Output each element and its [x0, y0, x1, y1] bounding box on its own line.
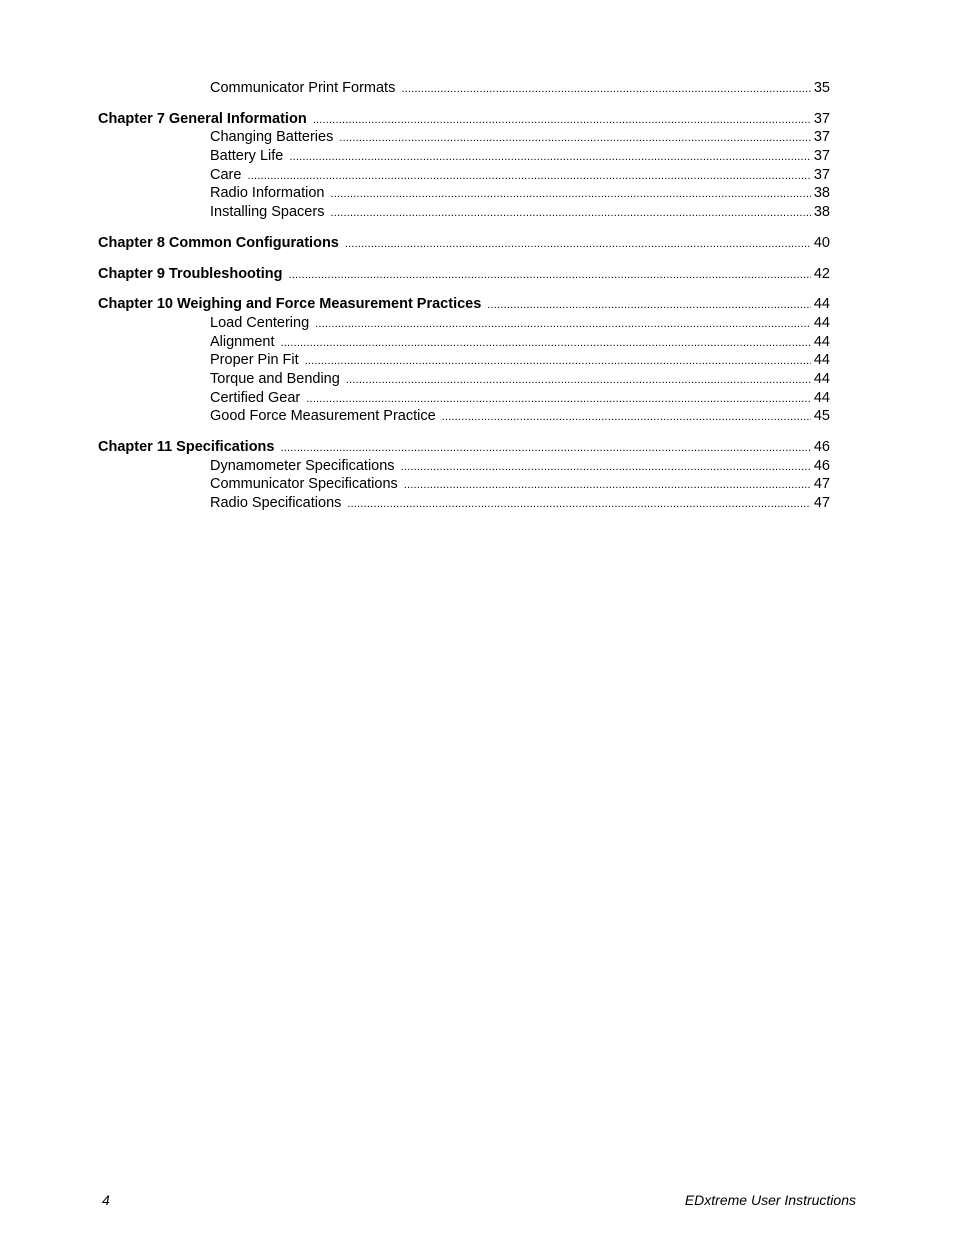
toc-entry-title: Communicator Specifications: [210, 476, 398, 493]
leader-dots: [347, 495, 810, 514]
toc-chapter-entry[interactable]: [98, 295, 830, 314]
toc-entry-title: Alignment: [210, 333, 275, 350]
toc-entry-title: Battery Life: [210, 148, 284, 165]
footer-page-number: 4: [102, 1192, 110, 1208]
leader-dots: [346, 371, 811, 390]
toc-group: [98, 295, 830, 426]
toc-entry[interactable]: [98, 203, 830, 222]
toc-group: [98, 79, 830, 98]
toc-entry[interactable]: [98, 351, 830, 370]
toc-entry[interactable]: [98, 475, 830, 494]
toc-entry[interactable]: [98, 457, 830, 476]
leader-dots: [404, 476, 811, 495]
footer-document-title: EDxtreme User Instructions: [684, 1192, 856, 1208]
page-footer: [102, 1192, 856, 1208]
leader-dots: [442, 408, 811, 427]
leader-dots: [401, 458, 811, 477]
leader-dots: [345, 235, 811, 254]
toc-chapter-title: Chapter 8 Common Configurations: [98, 234, 339, 251]
leader-dots: [305, 352, 811, 371]
leader-dots: [289, 148, 811, 167]
toc-entry[interactable]: [98, 147, 830, 166]
leader-dots: [280, 439, 810, 458]
leader-dots: [315, 315, 811, 334]
toc-entry-page: 38: [813, 185, 830, 202]
toc-entry[interactable]: [98, 314, 830, 333]
toc-entry-title: Care: [210, 166, 242, 183]
leader-dots: [280, 334, 810, 353]
toc-chapter-title: Chapter 11 Specifications: [98, 439, 275, 455]
toc-entry-page: 47: [813, 476, 830, 493]
toc-chapter-entry[interactable]: [98, 438, 830, 457]
toc-entry-page: 37: [813, 148, 830, 165]
toc-entry-title: Certified Gear: [210, 389, 301, 406]
toc-entry[interactable]: [98, 128, 830, 147]
toc-entry-page: 44: [813, 314, 830, 331]
toc-entry-page: 47: [813, 495, 830, 512]
leader-dots: [288, 266, 810, 285]
toc-chapter-page: 40: [813, 234, 830, 251]
toc-entry[interactable]: [98, 333, 830, 352]
toc-chapter-title: Chapter 10 Weighing and Force Measurement Practices: [98, 296, 482, 313]
leader-dots: [313, 111, 811, 130]
toc-entry-title: Radio Information: [210, 185, 325, 202]
toc-entry-page: 37: [813, 129, 830, 146]
toc-entry-title: Installing Spacers: [210, 204, 325, 221]
toc-group: [98, 110, 830, 222]
toc-chapter-entry[interactable]: [98, 265, 830, 284]
toc-entry[interactable]: [98, 166, 830, 185]
table-of-contents: [98, 79, 830, 525]
toc-chapter-page: 46: [813, 439, 830, 455]
toc-entry-title: Changing Batteries: [210, 129, 334, 146]
toc-entry[interactable]: [98, 407, 830, 426]
toc-entry-page: 46: [813, 457, 830, 474]
toc-chapter-page: 44: [813, 296, 830, 313]
toc-entry-page: 44: [813, 333, 830, 350]
toc-group: [98, 438, 830, 513]
leader-dots: [339, 129, 811, 148]
toc-chapter-entry[interactable]: [98, 110, 830, 129]
toc-entry-title: Dynamometer Specifications: [210, 457, 395, 474]
leader-dots: [247, 167, 810, 186]
leader-dots: [306, 390, 811, 409]
toc-entry-page: 38: [813, 204, 830, 221]
toc-chapter-title: Chapter 7 General Information: [98, 110, 307, 127]
toc-group: [98, 265, 830, 284]
toc-group: [98, 234, 830, 253]
toc-chapter-entry[interactable]: [98, 234, 830, 253]
toc-chapter-title: Chapter 9 Troubleshooting: [98, 265, 283, 282]
toc-entry-title: Torque and Bending: [210, 370, 340, 387]
toc-entry-title: Good Force Measurement Practice: [210, 408, 436, 425]
toc-chapter-page: 42: [813, 265, 830, 282]
toc-entry[interactable]: [98, 370, 830, 389]
toc-entry-page: 44: [813, 389, 830, 406]
toc-entry-title: Communicator Print Formats: [210, 80, 396, 96]
toc-entry-page: 37: [813, 166, 830, 183]
toc-entry[interactable]: [98, 389, 830, 408]
toc-entry-title: Proper Pin Fit: [210, 352, 299, 369]
leader-dots: [401, 80, 811, 99]
leader-dots: [487, 296, 811, 315]
leader-dots: [330, 204, 810, 223]
toc-entry-page: 44: [813, 352, 830, 369]
toc-entry[interactable]: [98, 184, 830, 203]
toc-entry-title: Radio Specifications: [210, 495, 342, 512]
toc-entry-page: 44: [813, 370, 830, 387]
toc-entry[interactable]: [98, 494, 830, 513]
leader-dots: [330, 185, 810, 204]
toc-entry-page: 35: [813, 80, 830, 96]
toc-chapter-page: 37: [813, 110, 830, 127]
toc-entry-page: 45: [813, 408, 830, 425]
toc-entry-title: Load Centering: [210, 314, 310, 331]
toc-entry[interactable]: [98, 79, 830, 98]
